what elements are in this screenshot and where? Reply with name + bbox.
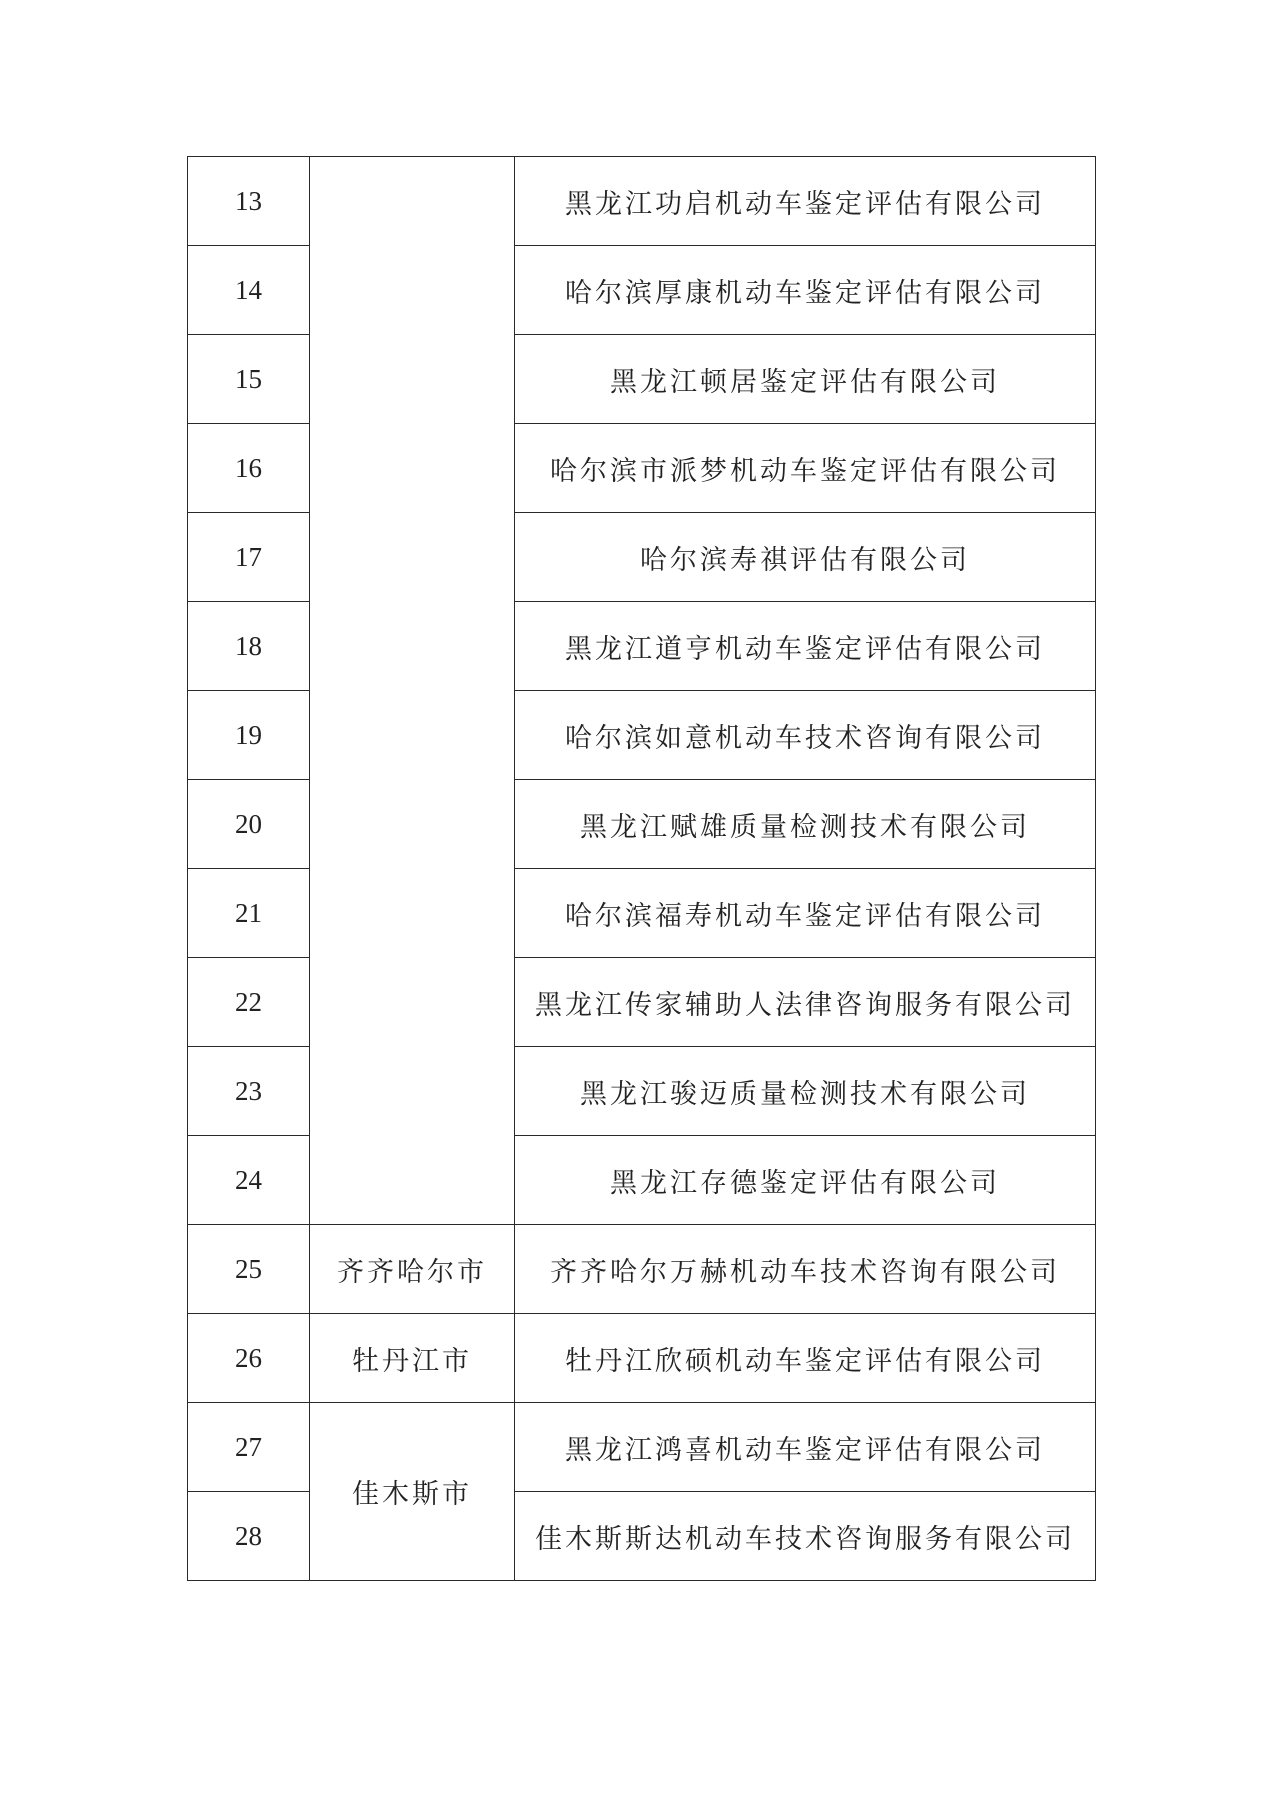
row-number: 28	[188, 1492, 310, 1581]
row-number: 23	[188, 1047, 310, 1136]
row-number: 20	[188, 780, 310, 869]
row-number: 24	[188, 1136, 310, 1225]
row-number: 19	[188, 691, 310, 780]
row-number: 26	[188, 1314, 310, 1403]
company-name: 黑龙江鸿喜机动车鉴定评估有限公司	[515, 1403, 1096, 1492]
row-number: 13	[188, 157, 310, 246]
company-name: 黑龙江顿居鉴定评估有限公司	[515, 335, 1096, 424]
company-name: 哈尔滨福寿机动车鉴定评估有限公司	[515, 869, 1096, 958]
city-cell: 牡丹江市	[310, 1314, 515, 1403]
company-name: 佳木斯斯达机动车技术咨询服务有限公司	[515, 1492, 1096, 1581]
company-name: 哈尔滨寿祺评估有限公司	[515, 513, 1096, 602]
table-body	[188, 157, 1096, 1581]
city-cell: 齐齐哈尔市	[310, 1225, 515, 1314]
row-number: 16	[188, 424, 310, 513]
row-number: 22	[188, 958, 310, 1047]
company-name: 牡丹江欣硕机动车鉴定评估有限公司	[515, 1314, 1096, 1403]
row-number: 21	[188, 869, 310, 958]
row-number: 14	[188, 246, 310, 335]
table-row	[188, 1403, 1096, 1492]
company-list-table	[187, 156, 1096, 1581]
row-number: 25	[188, 1225, 310, 1314]
row-number: 15	[188, 335, 310, 424]
company-name: 黑龙江赋雄质量检测技术有限公司	[515, 780, 1096, 869]
city-cell: 佳木斯市	[310, 1403, 515, 1581]
company-name: 哈尔滨市派梦机动车鉴定评估有限公司	[515, 424, 1096, 513]
company-name: 黑龙江道亨机动车鉴定评估有限公司	[515, 602, 1096, 691]
company-name: 齐齐哈尔万赫机动车技术咨询有限公司	[515, 1225, 1096, 1314]
row-number: 17	[188, 513, 310, 602]
table-row	[188, 1225, 1096, 1314]
row-number: 18	[188, 602, 310, 691]
company-name: 黑龙江传家辅助人法律咨询服务有限公司	[515, 958, 1096, 1047]
company-name: 黑龙江存德鉴定评估有限公司	[515, 1136, 1096, 1225]
row-number: 27	[188, 1403, 310, 1492]
city-cell	[310, 157, 515, 1225]
table-row	[188, 1314, 1096, 1403]
company-name: 哈尔滨如意机动车技术咨询有限公司	[515, 691, 1096, 780]
company-name: 黑龙江骏迈质量检测技术有限公司	[515, 1047, 1096, 1136]
company-name: 哈尔滨厚康机动车鉴定评估有限公司	[515, 246, 1096, 335]
table-row	[188, 157, 1096, 246]
company-name: 黑龙江功启机动车鉴定评估有限公司	[515, 157, 1096, 246]
